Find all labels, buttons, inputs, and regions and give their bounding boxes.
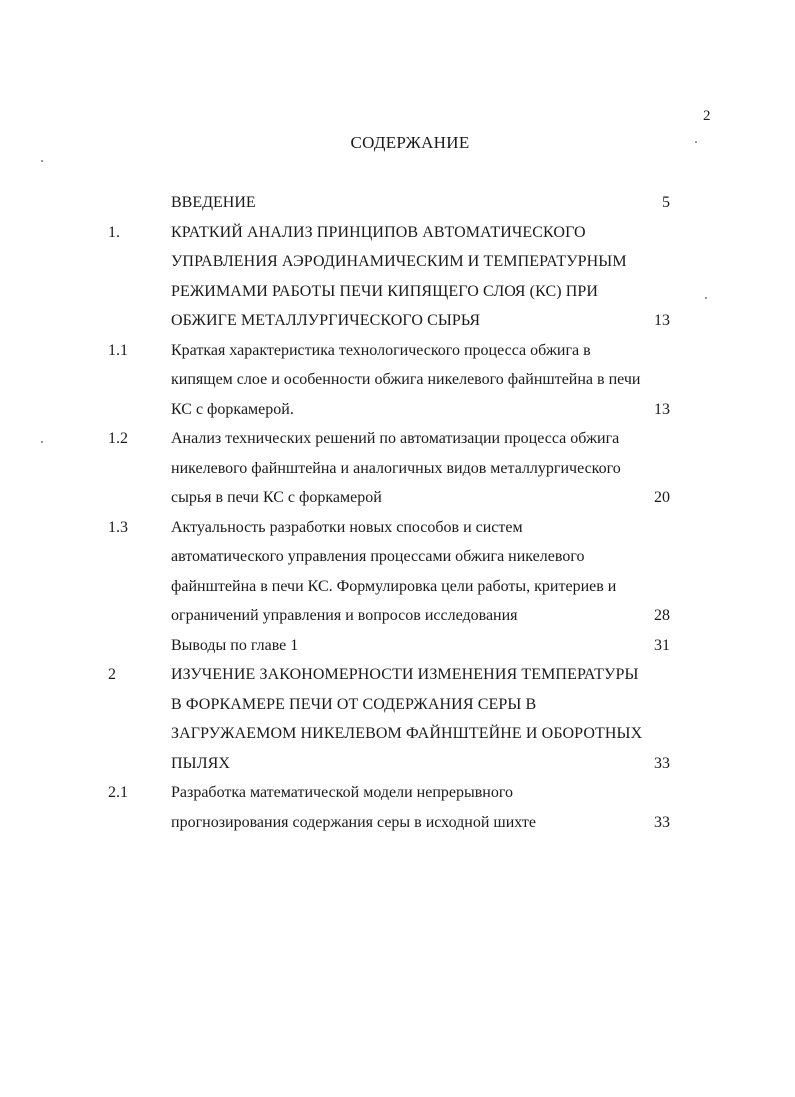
scan-speck xyxy=(695,141,697,143)
toc-entry-page: 31 xyxy=(654,636,670,654)
toc-entry-number: 1.3 xyxy=(108,518,128,536)
toc-entry-text: ВВЕДЕНИЕ xyxy=(171,194,256,211)
toc-entry-text: КРАТКИЙ АНАЛИЗ ПРИНЦИПОВ АВТОМАТИЧЕСКОГО УПРАВЛЕНИЯ АЭРОДИНАМИЧЕСКИМ И ТЕМПЕРАТУРНЫМ РЕЖИМАМИ РАБОТЫ ПЕЧИ КИПЯЩЕГО СЛОЯ (КС) ПРИ ОБЖИГЕ МЕТАЛЛУРГИЧЕСКОГО СЫРЬЯ xyxy=(171,223,627,329)
toc-entry-introduction xyxy=(0,188,795,218)
toc-entry-page: 33 xyxy=(654,813,670,831)
toc-entry-text: Актуальность разработки новых способов и систем автоматического управления процессами обжига никелевого файнштейна в печи КС. Формулировка цели работы, критериев и ограничений управления и вопросов исследования xyxy=(171,518,617,624)
scan-speck xyxy=(705,297,707,299)
toc-entry-text: Выводы по главе 1 xyxy=(171,636,299,654)
toc-entry-section-1-2 xyxy=(0,424,795,513)
toc-entry-number: 1.1 xyxy=(108,341,128,359)
page-title: СОДЕРЖАНИЕ xyxy=(350,133,470,152)
toc-entry-conclusions-chapter-1 xyxy=(0,631,795,661)
scan-speck xyxy=(41,441,43,443)
toc-entry-number: 2.1 xyxy=(108,784,128,801)
toc-entry-text: Разработка математической модели непрерывного прогнозирования содержания серы в исходной шихте xyxy=(171,784,536,831)
toc-entry-text: Краткая характеристика технологического процесса обжига в кипящем слое и особенности обжига никелевого файнштейна в печи КС с форкамерой. xyxy=(171,341,641,418)
scan-speck xyxy=(41,160,43,162)
toc-entry-chapter-2 xyxy=(0,660,795,778)
toc-entry-section-1-3 xyxy=(0,513,795,631)
toc-entry-number: 1.2 xyxy=(108,430,128,447)
toc-entry-page: 28 xyxy=(654,607,670,624)
table-of-contents xyxy=(0,188,795,837)
toc-entry-text: Анализ технических решений по автоматизации процесса обжига никелевого файнштейна и аналогичных видов металлургического сырья в печи КС с форкамерой xyxy=(171,430,621,506)
toc-entry-page: 13 xyxy=(654,312,670,329)
toc-entry-page: 20 xyxy=(654,489,670,506)
toc-entry-number: 2 xyxy=(108,666,116,683)
toc-entry-chapter-1 xyxy=(0,218,795,336)
toc-entry-section-1-1 xyxy=(0,336,795,425)
toc-entry-page: 5 xyxy=(662,194,670,211)
toc-entry-page: 33 xyxy=(654,754,670,772)
toc-entry-section-2-1 xyxy=(0,778,795,837)
toc-entry-page: 13 xyxy=(654,400,670,418)
page-number: 2 xyxy=(703,108,711,124)
toc-entry-number: 1. xyxy=(108,223,120,241)
toc-entry-text: ИЗУЧЕНИЕ ЗАКОНОМЕРНОСТИ ИЗМЕНЕНИЯ ТЕМПЕРАТУРЫ В ФОРКАМЕРЕ ПЕЧИ ОТ СОДЕРЖАНИЯ СЕРЫ В ЗАГРУЖАЕМОМ НИКЕЛЕВОМ ФАЙНШТЕЙНЕ И ОБОРОТНЫХ ПЫЛЯХ xyxy=(171,666,643,772)
